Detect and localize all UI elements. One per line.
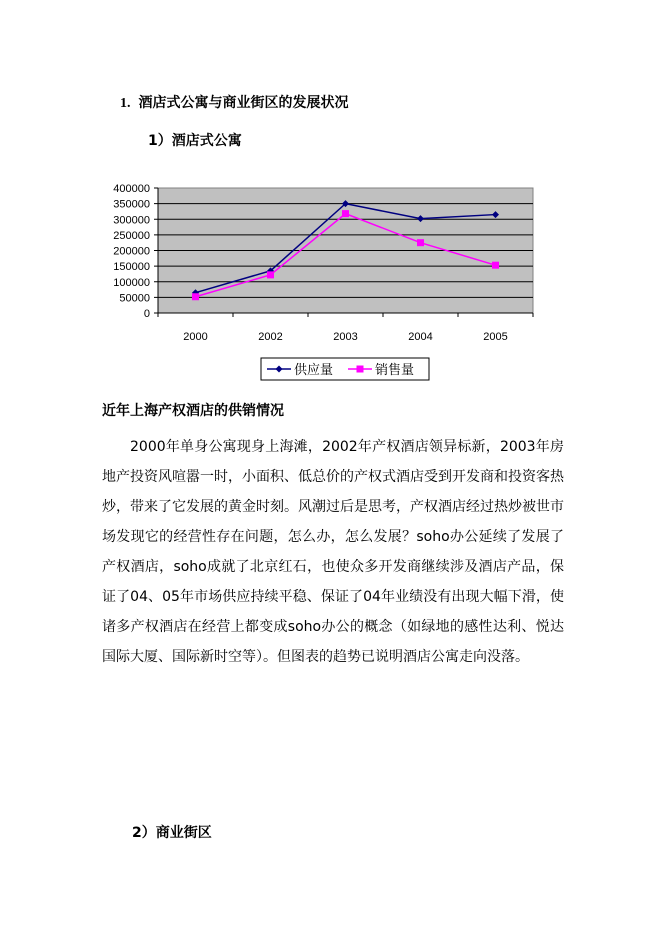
section-title: 酒店式公寓与商业街区的发展状况 (138, 95, 349, 111)
y-tick-label: 200000 (113, 245, 150, 258)
legend (261, 358, 429, 380)
data-point-1 (192, 293, 199, 300)
section-heading-1 (120, 92, 349, 112)
legend-sales-label: 销售量 (375, 363, 415, 378)
y-axis (113, 183, 158, 320)
subsection-title: 酒店式公寓 (171, 133, 242, 149)
y-tick-label: 0 (143, 308, 150, 320)
x-tick-label: 2004 (408, 331, 433, 343)
x-tick-label: 2000 (183, 331, 208, 343)
y-tick-label: 50000 (119, 292, 150, 305)
legend-supply-label: 供应量 (294, 363, 334, 378)
subsection-heading-1 (148, 130, 242, 150)
y-tick-label: 150000 (113, 261, 150, 274)
data-point-1 (267, 271, 274, 278)
x-tick-label: 2002 (258, 331, 283, 343)
line-chart (100, 180, 560, 390)
x-tick-label: 2005 (483, 331, 508, 343)
x-tick-label: 2003 (333, 331, 358, 343)
subsection-title: 商业街区 (155, 825, 212, 841)
subsection-heading-2 (132, 822, 212, 842)
y-tick-label: 100000 (113, 276, 150, 289)
x-axis (158, 313, 533, 343)
y-tick-label: 300000 (113, 214, 150, 227)
legend-sales-marker (357, 366, 364, 373)
y-tick-label: 250000 (113, 229, 150, 242)
y-tick-label: 350000 (113, 198, 150, 211)
subsection-number: 2） (132, 825, 156, 841)
y-tick-label: 400000 (113, 183, 150, 195)
data-point-1 (417, 239, 424, 246)
data-point-1 (492, 262, 499, 269)
data-point-1 (342, 210, 349, 217)
section-number: 1. (120, 96, 131, 111)
chart-caption: 近年上海产权酒店的供销情况 (102, 403, 284, 419)
body-paragraph: 2000年单身公寓现身上海滩，2002年产权酒店领异标新，2003年房地产投资风喧嚣一时，小面积、低总价的产权式酒店受到开发商和投资客热炒，带来了它发展的黄金时刻。风潮过后是思考，产权酒店经过热炒被世市场发现它的经营性存在问题，怎么办，怎么发展？soho办公延续了发展了产权酒店，soho成就了北京红石，也使众多开发商继续涉及酒店产品，保证了04、05年市场供应持续平稳、保证了04年业绩没有出现大幅下滑，使诸多产权酒店在经营上都变成soho办公的概念（如绿地的感性达利、悦达国际大厦、国际新时空等）。但图表的趋势已说明酒店公寓走向没落。 (102, 439, 564, 665)
subsection-number: 1） (148, 133, 172, 149)
